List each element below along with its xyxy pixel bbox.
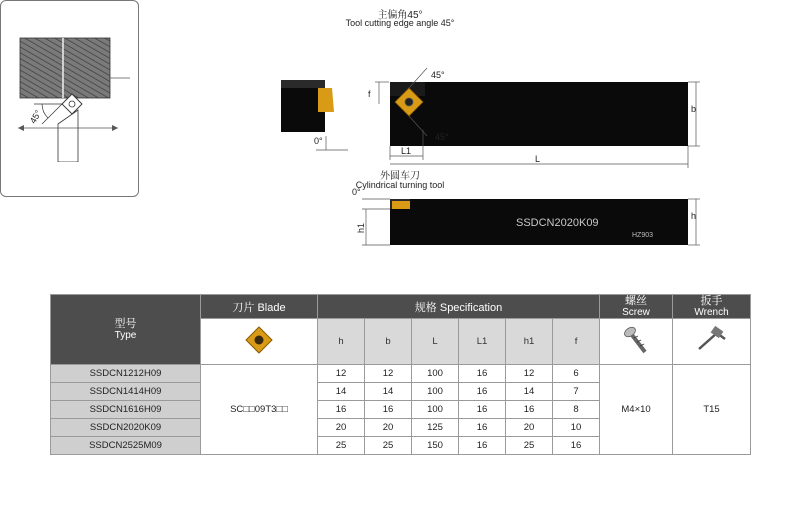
spec-cell: 12 — [365, 365, 412, 383]
spec-cell: 12 — [506, 365, 553, 383]
spec-cell: 16 — [459, 365, 506, 383]
panel-caption-cn: 外圆车刀 — [380, 171, 420, 182]
spec-cell: 100 — [412, 401, 459, 419]
spec-cell: 14 — [506, 383, 553, 401]
spec-cell: 6 — [553, 365, 600, 383]
row-type: SSDCN2020K09 — [51, 419, 201, 437]
screw-icon — [621, 324, 651, 356]
blade-image-cell — [201, 319, 318, 365]
spec-cell: 150 — [412, 437, 459, 455]
front-view-drawing — [340, 185, 705, 260]
spec-cell: 14 — [365, 383, 412, 401]
spec-header: 规格 Specification — [318, 295, 600, 319]
spec-cell: 20 — [506, 419, 553, 437]
spec-cell: 16 — [553, 437, 600, 455]
tool-shank — [58, 110, 78, 162]
type-header: 型号 Type — [51, 295, 201, 365]
spec-cell: 16 — [459, 401, 506, 419]
front-view-h-label: h — [691, 211, 697, 221]
spec-cell: 25 — [365, 437, 412, 455]
top-view-angle-bottom: 45° — [435, 132, 449, 142]
top-view-angle-top: 45° — [431, 70, 445, 80]
col-h: h — [318, 319, 365, 365]
panel-title-cn: 主偏角45° — [377, 10, 423, 21]
spec-cell: 16 — [459, 419, 506, 437]
spec-cell: 16 — [459, 437, 506, 455]
spec-cell: 100 — [412, 365, 459, 383]
row-type: SSDCN1616H09 — [51, 401, 201, 419]
panel-angle-label: 45° — [27, 108, 44, 126]
blade-value: SC□□09T3□□ — [201, 365, 318, 455]
row-type: SSDCN1414H09 — [51, 383, 201, 401]
side-view-drawing — [276, 74, 356, 154]
spec-cell: 16 — [459, 383, 506, 401]
cutting-angle-diagram — [0, 30, 137, 162]
row-type: SSDCN2525M09 — [51, 437, 201, 455]
col-f: f — [553, 319, 600, 365]
screw-image-cell — [600, 319, 673, 365]
col-b: b — [365, 319, 412, 365]
panel-title-en: Tool cutting edge angle 45° — [345, 18, 455, 28]
spec-cell: 25 — [506, 437, 553, 455]
spec-cell: 25 — [318, 437, 365, 455]
spec-table — [50, 294, 751, 455]
front-view-hardness: HZ903 — [632, 232, 654, 239]
front-view-engraving: SSDCN2020K09 — [516, 217, 599, 229]
screw-header: 螺丝 Screw — [600, 295, 673, 319]
top-view-l-label: L — [535, 154, 541, 164]
spec-cell: 7 — [553, 383, 600, 401]
side-view-insert — [318, 88, 334, 112]
screw-value: M4×10 — [600, 365, 673, 455]
spec-cell: 12 — [318, 365, 365, 383]
wrench-image-cell — [673, 319, 751, 365]
spec-cell: 14 — [318, 383, 365, 401]
table-row — [51, 365, 751, 383]
workpiece-section — [20, 38, 110, 98]
wrench-icon — [695, 325, 729, 355]
side-view-angle: 0° — [314, 136, 323, 146]
spec-cell: 20 — [318, 419, 365, 437]
spec-cell: 10 — [553, 419, 600, 437]
spec-cell: 16 — [365, 401, 412, 419]
wrench-value: T15 — [673, 365, 751, 455]
front-view-h1-label: h1 — [356, 222, 366, 233]
spec-cell: 125 — [412, 419, 459, 437]
row-type: SSDCN1212H09 — [51, 365, 201, 383]
spec-cell: 16 — [318, 401, 365, 419]
spec-cell: 100 — [412, 383, 459, 401]
front-view-insert — [392, 201, 410, 209]
col-l: L — [412, 319, 459, 365]
col-h1: h1 — [506, 319, 553, 365]
blade-header: 刀片 Blade — [201, 295, 318, 319]
spec-cell: 8 — [553, 401, 600, 419]
front-view-angle: 0° — [352, 187, 361, 197]
top-view-b-label: b — [691, 104, 697, 114]
top-view-f-label: f — [368, 89, 371, 99]
blade-insert-icon — [244, 325, 274, 355]
top-view-drawing — [365, 60, 705, 170]
panel-caption-en: Cylindrical turning tool — [355, 180, 445, 190]
spec-cell: 16 — [506, 401, 553, 419]
wrench-header: 扳手 Wrench — [673, 295, 751, 319]
spec-cell: 20 — [365, 419, 412, 437]
col-l1: L1 — [459, 319, 506, 365]
top-view-l1-label: L1 — [401, 146, 412, 156]
